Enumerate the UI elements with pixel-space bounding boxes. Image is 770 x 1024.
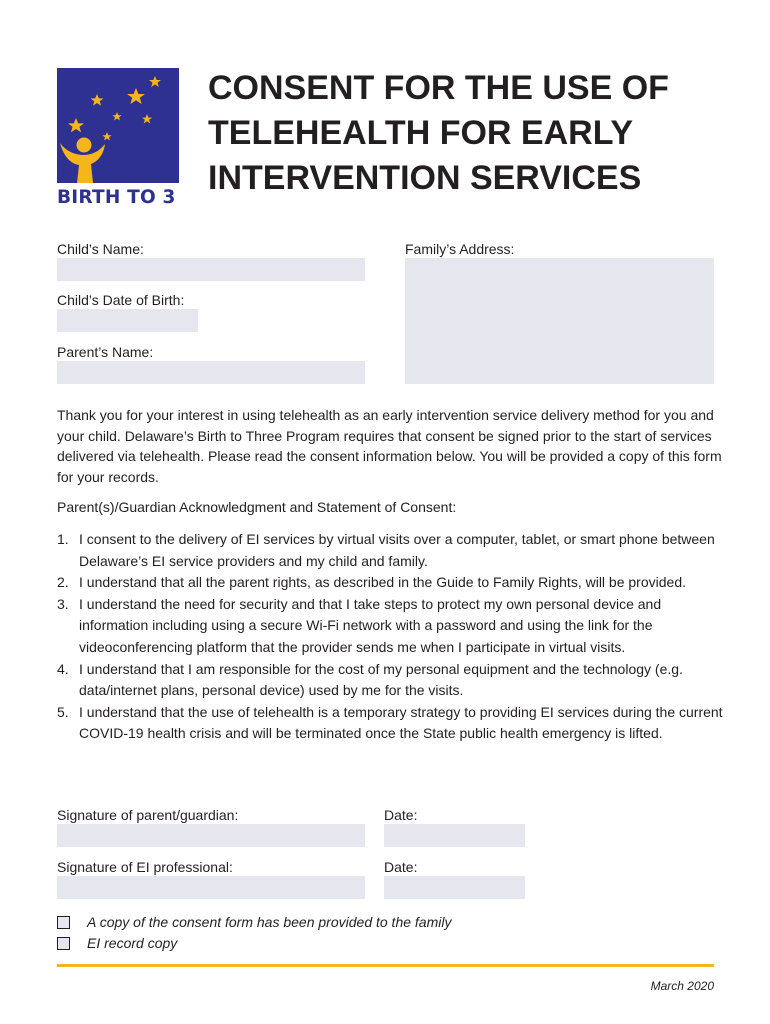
checkbox-row-copy-provided — [57, 913, 451, 931]
logo-wordmark: BIRTH TO 3 — [57, 187, 176, 208]
list-item-text: I understand that the use of telehealth is a temporary strategy to providing EI services during the current COVID-19 health crisis and will be terminated once the State public health emergency is lifted. — [79, 703, 723, 742]
list-item — [57, 572, 727, 594]
list-item — [57, 594, 727, 659]
professional-signature-label: Signature of EI professional: — [57, 859, 233, 875]
consent-statements-list — [57, 529, 727, 745]
footer-date: March 2020 — [650, 979, 714, 993]
list-item-number: 1. — [57, 531, 69, 547]
list-item-text: I understand the need for security and that I take steps to protect my own personal device and information including using a secure Wi-Fi network with a password and using the link for the videoconferencing platform that the provider sends me when I participate in virtual visits. — [79, 595, 662, 655]
list-item — [57, 529, 727, 572]
child-dob-label: Child’s Date of Birth: — [57, 292, 185, 308]
professional-signature-field[interactable] — [57, 876, 365, 899]
parent-date-label: Date: — [384, 807, 418, 823]
ei-record-checkbox[interactable] — [57, 937, 70, 950]
list-item — [57, 659, 727, 702]
parent-signature-field[interactable] — [57, 824, 365, 847]
parent-date-field[interactable] — [384, 824, 525, 847]
child-name-field[interactable] — [57, 258, 365, 281]
list-item-number: 4. — [57, 660, 69, 677]
professional-date-field[interactable] — [384, 876, 525, 899]
professional-date-label: Date: — [384, 859, 418, 875]
child-name-label: Child’s Name: — [57, 241, 144, 257]
list-item-text: I understand that I am responsible for the cost of my personal equipment and the technology (e.g. data/internet plans, personal device) used by me for the visits. — [79, 660, 683, 699]
parent-name-field[interactable] — [57, 361, 365, 384]
parent-name-label: Parent’s Name: — [57, 344, 154, 360]
copy-provided-label: A copy of the consent form has been provided to the family — [87, 914, 452, 930]
copy-provided-checkbox[interactable] — [57, 916, 70, 929]
list-item-number: 5. — [57, 703, 69, 720]
parent-signature-label: Signature of parent/guardian: — [57, 807, 239, 823]
birth-to-3-logo — [57, 68, 181, 208]
logo-stars-figure-icon — [57, 68, 179, 183]
list-item-number: 2. — [57, 574, 69, 591]
page-title — [208, 66, 738, 201]
list-item — [57, 702, 727, 745]
child-dob-field[interactable] — [57, 309, 198, 332]
footer-divider — [57, 964, 714, 967]
acknowledgment-heading: Parent(s)/Guardian Acknowledgment and Statement of Consent: — [57, 499, 457, 515]
intro-paragraph: Thank you for your interest in using telehealth as an early intervention service delivery method for you and your child. Delaware’s Birth to Three Program requires that consent be signed prior to the start of services delivered via telehealth. Please read the consent information below. You will be provided a copy of this form for your records. — [57, 407, 722, 485]
title-line-3: INTERVENTION SERVICES — [208, 159, 642, 197]
family-address-label: Family’s Address: — [405, 241, 515, 257]
list-item-number: 3. — [57, 595, 69, 612]
title-line-2: TELEHEALTH FOR EARLY — [208, 114, 634, 152]
list-item-text: I consent to the delivery of EI services by virtual visits over a computer, tablet, or smart phone between Delaware’s EI service providers and my child and family. — [79, 531, 715, 569]
family-address-field[interactable] — [405, 258, 714, 384]
title-line-1: CONSENT FOR THE USE OF — [208, 69, 669, 107]
ei-record-label: EI record copy — [87, 935, 178, 951]
checkbox-row-ei-record — [57, 934, 177, 952]
list-item-text: I understand that all the parent rights, as described in the Guide to Family Rights, will be provided. — [79, 574, 686, 591]
